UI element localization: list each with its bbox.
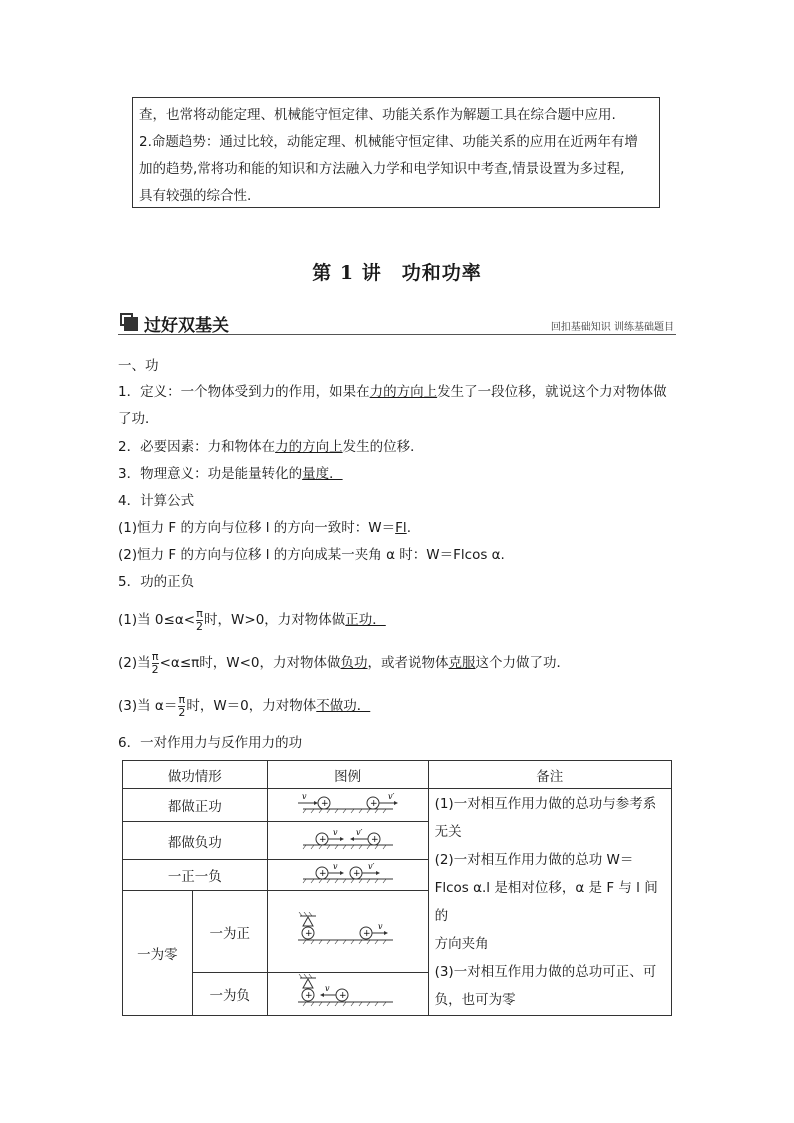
velocity-label: v xyxy=(332,862,338,871)
item-2-a: 2．必要因素：力和物体在 xyxy=(118,439,276,455)
fraction-numerator: π xyxy=(151,649,159,663)
item-5-3-b: 时，W＝0，力对物体 xyxy=(186,698,317,714)
item-5-2-d: 这个力做了功． xyxy=(475,655,571,671)
section-divider xyxy=(118,334,676,335)
item-5-2-underline-2: 克服 xyxy=(448,655,476,671)
diagram-one-positive-one-negative xyxy=(267,860,428,891)
fraction-numerator: π xyxy=(178,692,186,706)
diagram-both-positive-figure xyxy=(278,789,418,817)
diagram-one-zero-positive-figure xyxy=(278,912,418,948)
fraction-denominator: 2 xyxy=(151,662,159,676)
fraction-numerator: π xyxy=(196,606,203,620)
item-6: 6．一对作用力与反作用力的功 xyxy=(118,735,303,751)
intro-line-1: 查，也常将动能定理、机械能守恒定律、功能关系作为解题工具在综合题中应用. xyxy=(139,107,616,123)
svg-text:+: + xyxy=(304,991,313,1001)
note-line-3: (2)一对相互作用力做的总功 W＝ xyxy=(434,852,634,868)
fraction-denominator: 2 xyxy=(178,705,186,719)
item-2-b: 发生的位移． xyxy=(342,439,424,455)
velocity-label: v xyxy=(324,984,330,993)
item-3 xyxy=(118,464,343,484)
note-line-6: (3)一对相互作用力做的总功可正、可 xyxy=(434,964,657,980)
velocity-prime-label: v′ xyxy=(387,792,394,801)
item-2-underline: 力的方向上 xyxy=(275,439,343,455)
note-line-2: 无关 xyxy=(434,824,462,840)
row-one-positive-one-negative: 一正一负 xyxy=(123,860,268,891)
item-4-1-underline: Fl xyxy=(395,520,407,536)
row-one-zero-positive: 一为正 xyxy=(192,891,267,973)
intro-line-3: 加的趋势,常将功和能的知识和方法融入力学和电学知识中考查,情景设置为多过程, xyxy=(139,161,625,177)
item-1-underline: 力的方向上 xyxy=(369,384,438,400)
row-both-negative: 都做负功 xyxy=(123,822,268,860)
svg-text:+: + xyxy=(304,928,313,939)
item-5-1 xyxy=(118,603,386,637)
item-4-2: (2)恒力 F 的方向与位移 l 的方向成某一夹角 α 时：W＝Flcos α. xyxy=(118,547,505,563)
velocity-label: v xyxy=(377,921,383,931)
intro-line-2: 2.命题趋势：通过比较，动能定理、机械能守恒定律、功能关系的应用在近两年有增 xyxy=(139,134,638,150)
row-one-zero: 一为零 xyxy=(123,891,193,1016)
item-4-1-a: (1)恒力 F 的方向与位移 l 的方向一致时：W＝ xyxy=(118,520,396,536)
diagram-both-negative-figure xyxy=(278,825,418,853)
svg-text:+: + xyxy=(318,834,327,845)
item-1-a: 1．定义：一个物体受到力的作用，如果在 xyxy=(118,384,370,400)
section-square-fill-icon xyxy=(124,317,138,331)
item-3-underline: 量度． xyxy=(302,466,343,482)
diagram-one-positive-one-negative-figure xyxy=(278,860,418,886)
item-4-1 xyxy=(118,518,411,538)
diagram-one-zero-positive xyxy=(267,891,428,973)
diagram-both-positive xyxy=(267,789,428,822)
diagram-both-negative xyxy=(267,822,428,860)
item-4: 4．计算公式 xyxy=(118,493,195,509)
fraction-pi-over-2 xyxy=(152,651,159,676)
item-4-1-b: . xyxy=(406,520,411,536)
diagram-one-zero-negative-figure xyxy=(278,974,418,1010)
lecture-title: 第 1 讲 功和功率 xyxy=(312,262,482,284)
item-5-2-c: ，或者说物体 xyxy=(367,655,449,671)
item-1-b: 发生了一段位移，就说这个力对物体做 xyxy=(437,384,667,400)
intro-box xyxy=(132,97,660,208)
item-3-a: 3．物理意义：功是能量转化的 xyxy=(118,466,303,482)
item-5-2-b: <α≤π时，W<0，力对物体做 xyxy=(159,655,341,671)
item-1-cont: 了功． xyxy=(118,411,159,427)
item-5-2 xyxy=(118,646,570,680)
item-5-2-underline: 负功 xyxy=(340,655,368,671)
item-5-3-a: (3)当 α＝ xyxy=(118,698,178,714)
svg-text:+: + xyxy=(352,869,361,879)
svg-text:+: + xyxy=(370,834,379,845)
section-name: 过好双基关 xyxy=(144,316,229,336)
fraction-pi-over-2 xyxy=(196,608,203,633)
item-1 xyxy=(118,382,667,402)
note-line-7: 负，也可为零 xyxy=(434,992,516,1008)
fraction-pi-over-2 xyxy=(178,694,185,719)
header-note: 备注 xyxy=(428,761,671,789)
section-subtitle: 回扣基础知识 训练基础题目 xyxy=(550,322,674,333)
item-5: 5．功的正负 xyxy=(118,574,195,590)
intro-line-4: 具有较强的综合性. xyxy=(139,188,252,204)
work-pairs-table xyxy=(122,760,672,1016)
note-line-4: Flcos α.l 是相对位移，α 是 F 与 l 间的 xyxy=(434,880,658,924)
note-line-5: 方向夹角 xyxy=(434,936,489,952)
velocity-label: v xyxy=(332,827,338,837)
diagram-one-zero-negative xyxy=(267,973,428,1016)
header-case: 做功情形 xyxy=(123,761,268,789)
velocity-label: v xyxy=(301,792,307,801)
item-5-2-a: (2)当 xyxy=(118,655,151,671)
item-5-3-underline: 不做功． xyxy=(316,698,371,714)
velocity-prime-label: v′ xyxy=(367,862,374,871)
section-header xyxy=(118,310,676,336)
header-diagram: 图例 xyxy=(267,761,428,789)
item-5-1-underline: 正功． xyxy=(345,612,386,628)
note-cell xyxy=(428,789,671,1016)
svg-text:+: + xyxy=(320,799,329,809)
note-line-1: (1)一对相互作用力做的总功与参考系 xyxy=(434,796,657,812)
row-both-positive: 都做正功 xyxy=(123,789,268,822)
item-5-1-a: (1)当 0≤α< xyxy=(118,612,196,628)
svg-text:+: + xyxy=(318,869,327,879)
svg-text:+: + xyxy=(362,928,371,939)
heading-work: 一、功 xyxy=(118,358,159,374)
item-2 xyxy=(118,437,424,457)
svg-text:+: + xyxy=(338,991,347,1001)
item-5-3 xyxy=(118,689,370,723)
svg-text:+: + xyxy=(369,799,378,809)
row-one-zero-negative: 一为负 xyxy=(192,973,267,1016)
velocity-prime-label: v′ xyxy=(355,827,362,837)
fraction-denominator: 2 xyxy=(196,619,204,633)
item-5-1-b: 时，W>0，力对物体做 xyxy=(204,612,346,628)
